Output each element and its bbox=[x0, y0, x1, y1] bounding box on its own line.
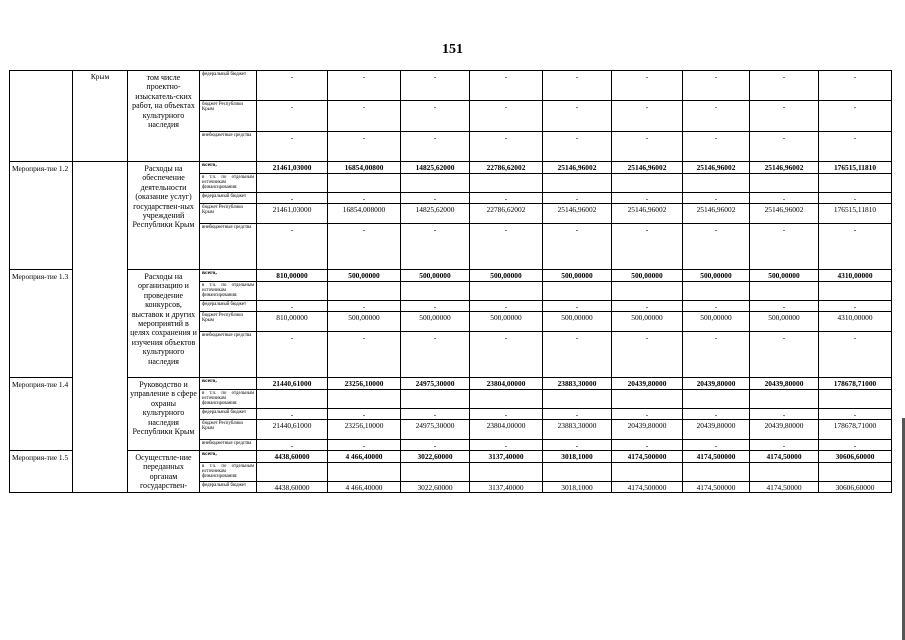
empty-cell bbox=[819, 463, 892, 482]
value-cell: 25146,96002 bbox=[612, 162, 683, 174]
measure-name-cell: том числе проектно-изыскатель-ских работ, на объектах культурного наследия bbox=[128, 71, 200, 162]
value-cell: 810,00000 bbox=[257, 270, 328, 282]
value-cell: 20439,80000 bbox=[612, 420, 683, 440]
value-cell: 500,00000 bbox=[543, 270, 612, 282]
value-cell: - bbox=[257, 132, 328, 162]
value-cell: - bbox=[612, 101, 683, 132]
value-cell: - bbox=[750, 71, 819, 101]
empty-cell bbox=[543, 463, 612, 482]
value-cell: 3022,60000 bbox=[401, 451, 470, 463]
value-cell: 23804,00000 bbox=[470, 378, 543, 390]
empty-cell bbox=[401, 390, 470, 409]
value-cell: 23256,10000 bbox=[328, 378, 401, 390]
value-cell: - bbox=[257, 332, 328, 378]
value-cell: - bbox=[543, 101, 612, 132]
value-cell: - bbox=[612, 440, 683, 451]
value-cell: - bbox=[328, 332, 401, 378]
region-cell bbox=[73, 162, 128, 493]
value-cell: 500,00000 bbox=[470, 312, 543, 332]
value-cell: 500,00000 bbox=[750, 270, 819, 282]
value-cell: 4438,60000 bbox=[257, 451, 328, 463]
empty-cell bbox=[470, 174, 543, 193]
value-cell: - bbox=[401, 301, 470, 312]
value-cell: - bbox=[401, 71, 470, 101]
empty-cell bbox=[401, 174, 470, 193]
value-cell: - bbox=[543, 440, 612, 451]
value-cell: 22786,62002 bbox=[470, 162, 543, 174]
value-cell: - bbox=[328, 71, 401, 101]
value-cell: - bbox=[750, 224, 819, 270]
value-cell: - bbox=[612, 193, 683, 204]
empty-cell bbox=[328, 174, 401, 193]
empty-cell bbox=[612, 174, 683, 193]
source-label: бюджет Республики Крым bbox=[200, 420, 257, 440]
value-cell: - bbox=[612, 409, 683, 420]
value-cell: 4174,500000 bbox=[612, 451, 683, 463]
value-cell: 23883,30000 bbox=[543, 420, 612, 440]
source-label: внебюджетные средства bbox=[200, 332, 257, 378]
value-cell: 25146,96002 bbox=[750, 162, 819, 174]
value-cell: - bbox=[257, 440, 328, 451]
value-cell: - bbox=[750, 409, 819, 420]
region-cell: Крым bbox=[73, 71, 128, 162]
value-cell: - bbox=[401, 193, 470, 204]
value-cell: - bbox=[328, 409, 401, 420]
empty-cell bbox=[750, 174, 819, 193]
value-cell: 20439,80000 bbox=[750, 378, 819, 390]
value-cell: - bbox=[257, 224, 328, 270]
value-cell: - bbox=[612, 332, 683, 378]
value-cell: - bbox=[257, 193, 328, 204]
value-cell: - bbox=[470, 193, 543, 204]
empty-cell bbox=[470, 282, 543, 301]
value-cell: 500,00000 bbox=[543, 312, 612, 332]
source-label: федеральный бюджет bbox=[200, 482, 257, 493]
source-label: бюджет Республики Крым bbox=[200, 101, 257, 132]
value-cell: - bbox=[612, 132, 683, 162]
value-cell: - bbox=[543, 132, 612, 162]
measure-id-cell: Мероприя-тие 1.5 bbox=[10, 451, 73, 493]
measure-name-cell: Осуществле-ние переданных органам государствен- bbox=[128, 451, 200, 493]
value-cell: - bbox=[683, 101, 750, 132]
measure-id-cell bbox=[10, 71, 73, 162]
empty-cell bbox=[612, 390, 683, 409]
value-cell: - bbox=[470, 409, 543, 420]
value-cell: - bbox=[819, 193, 892, 204]
value-cell: - bbox=[683, 224, 750, 270]
value-cell: 21461,03000 bbox=[257, 204, 328, 224]
value-cell: - bbox=[543, 409, 612, 420]
empty-cell bbox=[328, 463, 401, 482]
value-cell: 178678,71000 bbox=[819, 420, 892, 440]
value-cell: - bbox=[257, 301, 328, 312]
source-label: всего, bbox=[200, 378, 257, 390]
table-row bbox=[10, 451, 892, 463]
value-cell: - bbox=[683, 301, 750, 312]
source-label: всего, bbox=[200, 270, 257, 282]
value-cell: 3137,40000 bbox=[470, 482, 543, 493]
value-cell: 25146,96002 bbox=[683, 204, 750, 224]
value-cell: 500,00000 bbox=[470, 270, 543, 282]
value-cell: - bbox=[819, 301, 892, 312]
empty-cell bbox=[819, 390, 892, 409]
value-cell: 16854,00800 bbox=[328, 162, 401, 174]
value-cell: 14825,62000 bbox=[401, 204, 470, 224]
source-label: в т.ч. по отдельным источникам финансирования: bbox=[200, 463, 257, 482]
value-cell: - bbox=[470, 440, 543, 451]
empty-cell bbox=[750, 463, 819, 482]
page-number: 151 bbox=[442, 42, 463, 57]
value-cell: 4174,50000 bbox=[750, 482, 819, 493]
value-cell: 21440,61000 bbox=[257, 420, 328, 440]
source-label: бюджет Республики Крым bbox=[200, 312, 257, 332]
empty-cell bbox=[683, 463, 750, 482]
source-label: федеральный бюджет bbox=[200, 193, 257, 204]
value-cell: - bbox=[328, 440, 401, 451]
source-label: внебюджетные средства bbox=[200, 132, 257, 162]
empty-cell bbox=[257, 390, 328, 409]
value-cell: 500,00000 bbox=[612, 270, 683, 282]
value-cell: - bbox=[612, 71, 683, 101]
value-cell: - bbox=[543, 71, 612, 101]
value-cell: - bbox=[257, 409, 328, 420]
empty-cell bbox=[819, 174, 892, 193]
value-cell: 4174,500000 bbox=[683, 482, 750, 493]
value-cell: 20439,80000 bbox=[750, 420, 819, 440]
value-cell: 500,00000 bbox=[750, 312, 819, 332]
value-cell: - bbox=[470, 101, 543, 132]
value-cell: - bbox=[683, 193, 750, 204]
value-cell: 21461,03000 bbox=[257, 162, 328, 174]
value-cell: 30606,60000 bbox=[819, 482, 892, 493]
value-cell: 22786,62002 bbox=[470, 204, 543, 224]
source-label: федеральный бюджет bbox=[200, 71, 257, 101]
table-row bbox=[10, 71, 892, 101]
source-label: федеральный бюджет bbox=[200, 409, 257, 420]
table-row bbox=[10, 378, 892, 390]
value-cell: - bbox=[750, 440, 819, 451]
budget-table bbox=[9, 70, 892, 493]
value-cell: 3022,60000 bbox=[401, 482, 470, 493]
value-cell: - bbox=[328, 193, 401, 204]
value-cell: 25146,96002 bbox=[543, 204, 612, 224]
value-cell: - bbox=[543, 301, 612, 312]
value-cell: - bbox=[470, 224, 543, 270]
value-cell: - bbox=[401, 132, 470, 162]
source-label: в т.ч. по отдельным источникам финансирования: bbox=[200, 174, 257, 193]
value-cell: - bbox=[257, 71, 328, 101]
value-cell: 25146,96002 bbox=[750, 204, 819, 224]
value-cell: - bbox=[401, 224, 470, 270]
value-cell: - bbox=[401, 332, 470, 378]
value-cell: 500,00000 bbox=[328, 312, 401, 332]
value-cell: - bbox=[683, 440, 750, 451]
value-cell: - bbox=[683, 409, 750, 420]
value-cell: - bbox=[819, 224, 892, 270]
value-cell: 500,00000 bbox=[612, 312, 683, 332]
source-label: в т.ч. по отдельным источникам финансирования: bbox=[200, 390, 257, 409]
value-cell: 25146,96002 bbox=[543, 162, 612, 174]
empty-cell bbox=[683, 174, 750, 193]
measure-id-cell: Мероприя-тие 1.4 bbox=[10, 378, 73, 451]
source-label: всего, bbox=[200, 451, 257, 463]
source-label: федеральный бюджет bbox=[200, 301, 257, 312]
value-cell: 20439,80000 bbox=[612, 378, 683, 390]
value-cell: - bbox=[543, 332, 612, 378]
value-cell: 14825,62000 bbox=[401, 162, 470, 174]
table-row bbox=[10, 270, 892, 282]
empty-cell bbox=[543, 174, 612, 193]
value-cell: 4 466,40000 bbox=[328, 451, 401, 463]
value-cell: 25146,96002 bbox=[683, 162, 750, 174]
empty-cell bbox=[470, 463, 543, 482]
empty-cell bbox=[401, 463, 470, 482]
value-cell: - bbox=[470, 132, 543, 162]
value-cell: 4174,50000 bbox=[750, 451, 819, 463]
value-cell: 20439,80000 bbox=[683, 420, 750, 440]
empty-cell bbox=[612, 463, 683, 482]
value-cell: - bbox=[612, 301, 683, 312]
value-cell: 3137,40000 bbox=[470, 451, 543, 463]
value-cell: 25146,96002 bbox=[612, 204, 683, 224]
empty-cell bbox=[401, 282, 470, 301]
value-cell: - bbox=[328, 132, 401, 162]
empty-cell bbox=[750, 282, 819, 301]
table-row bbox=[10, 162, 892, 174]
value-cell: 3018,1000 bbox=[543, 451, 612, 463]
value-cell: - bbox=[750, 301, 819, 312]
value-cell: - bbox=[328, 301, 401, 312]
source-label: бюджет Республики Крым bbox=[200, 204, 257, 224]
value-cell: - bbox=[543, 193, 612, 204]
empty-cell bbox=[257, 282, 328, 301]
value-cell: 4174,500000 bbox=[612, 482, 683, 493]
value-cell: 500,00000 bbox=[683, 270, 750, 282]
value-cell: 16854,008000 bbox=[328, 204, 401, 224]
value-cell: - bbox=[328, 224, 401, 270]
value-cell: 4310,00000 bbox=[819, 270, 892, 282]
empty-cell bbox=[683, 282, 750, 301]
value-cell: - bbox=[819, 332, 892, 378]
measure-name-cell: Руководство и управление в сфере охраны культурного наследия Республики Крым bbox=[128, 378, 200, 451]
value-cell: - bbox=[750, 132, 819, 162]
budget-table-sheet bbox=[9, 70, 891, 493]
empty-cell bbox=[819, 282, 892, 301]
value-cell: 21440,61000 bbox=[257, 378, 328, 390]
value-cell: 24975,30000 bbox=[401, 378, 470, 390]
value-cell: - bbox=[470, 332, 543, 378]
value-cell: - bbox=[470, 71, 543, 101]
value-cell: 24975,30000 bbox=[401, 420, 470, 440]
source-label: всего, bbox=[200, 162, 257, 174]
value-cell: 500,00000 bbox=[401, 270, 470, 282]
value-cell: - bbox=[401, 440, 470, 451]
value-cell: - bbox=[401, 409, 470, 420]
empty-cell bbox=[612, 282, 683, 301]
value-cell: - bbox=[612, 224, 683, 270]
value-cell: - bbox=[328, 101, 401, 132]
measure-id-cell: Мероприя-тие 1.3 bbox=[10, 270, 73, 378]
value-cell: 4 466,40000 bbox=[328, 482, 401, 493]
value-cell: - bbox=[819, 132, 892, 162]
value-cell: - bbox=[257, 101, 328, 132]
empty-cell bbox=[683, 390, 750, 409]
value-cell: - bbox=[819, 101, 892, 132]
value-cell: 23883,30000 bbox=[543, 378, 612, 390]
empty-cell bbox=[328, 282, 401, 301]
value-cell: - bbox=[750, 193, 819, 204]
value-cell: - bbox=[683, 332, 750, 378]
measure-name-cell: Расходы на обеспечение деятельности (оказание услуг) государствен-ных учреждений Республики Крым bbox=[128, 162, 200, 270]
empty-cell bbox=[257, 463, 328, 482]
empty-cell bbox=[257, 174, 328, 193]
value-cell: 30606,60000 bbox=[819, 451, 892, 463]
value-cell: - bbox=[819, 440, 892, 451]
value-cell: 23256,10000 bbox=[328, 420, 401, 440]
value-cell: - bbox=[750, 101, 819, 132]
measure-id-cell: Мероприя-тие 1.2 bbox=[10, 162, 73, 270]
empty-cell bbox=[543, 390, 612, 409]
empty-cell bbox=[750, 390, 819, 409]
value-cell: 500,00000 bbox=[683, 312, 750, 332]
value-cell: 4310,00000 bbox=[819, 312, 892, 332]
empty-cell bbox=[470, 390, 543, 409]
source-label: в т.ч. по отдельным источникам финансирования: bbox=[200, 282, 257, 301]
value-cell: 23804,00000 bbox=[470, 420, 543, 440]
value-cell: - bbox=[683, 132, 750, 162]
value-cell: 178678,71000 bbox=[819, 378, 892, 390]
value-cell: 3018,1000 bbox=[543, 482, 612, 493]
value-cell: - bbox=[683, 71, 750, 101]
value-cell: - bbox=[819, 409, 892, 420]
source-label: внебюджетные средства bbox=[200, 440, 257, 451]
empty-cell bbox=[543, 282, 612, 301]
value-cell: 176515,11810 bbox=[819, 162, 892, 174]
empty-cell bbox=[328, 390, 401, 409]
value-cell: 500,00000 bbox=[328, 270, 401, 282]
value-cell: - bbox=[470, 301, 543, 312]
value-cell: - bbox=[543, 224, 612, 270]
value-cell: - bbox=[750, 332, 819, 378]
source-label: внебюджетные средства bbox=[200, 224, 257, 270]
value-cell: 20439,80000 bbox=[683, 378, 750, 390]
value-cell: 176515,11810 bbox=[819, 204, 892, 224]
measure-name-cell: Расходы на организацию и проведение конкурсов, выставок и других мероприятий в целях сохранения и изучения объектов культурного наследия bbox=[128, 270, 200, 378]
value-cell: - bbox=[401, 101, 470, 132]
table-body bbox=[10, 71, 892, 493]
value-cell: 500,00000 bbox=[401, 312, 470, 332]
value-cell: 4174,500000 bbox=[683, 451, 750, 463]
value-cell: 810,00000 bbox=[257, 312, 328, 332]
value-cell: 4438,60000 bbox=[257, 482, 328, 493]
value-cell: - bbox=[819, 71, 892, 101]
